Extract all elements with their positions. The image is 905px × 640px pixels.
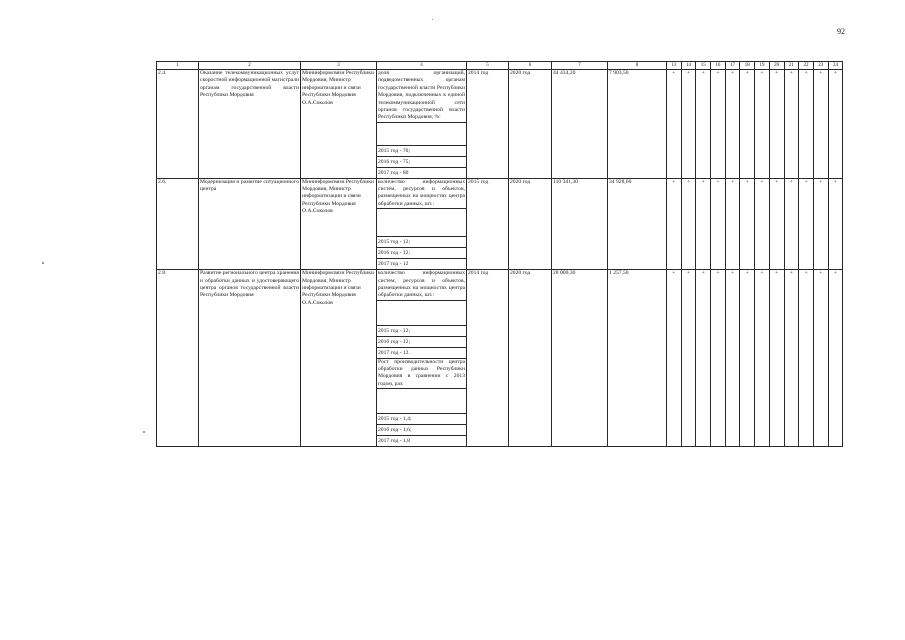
mark-cell: + <box>696 70 711 179</box>
funding-amount: 110 341,30 <box>552 178 608 270</box>
header-cell: 18 <box>740 62 755 70</box>
indicator-spacer <box>377 122 467 145</box>
mark-cell: + <box>667 270 682 447</box>
scan-speck <box>143 431 145 433</box>
target-value: 2016 год - 1,6; <box>377 425 467 436</box>
row-number: 2.8. <box>157 270 199 447</box>
mark-cell: + <box>813 70 828 179</box>
target-value: 2015 год - 12; <box>377 237 467 248</box>
header-cell: 14 <box>681 62 696 70</box>
scan-speck <box>42 262 44 264</box>
header-cell: 23 <box>813 62 828 70</box>
header-cell: 19 <box>755 62 770 70</box>
mark-cell: + <box>784 178 799 270</box>
indicator-spacer <box>377 389 467 414</box>
measure-name: Оказание телекоммуникационных услуг скоростной информационной магистрали органам государственной власти Республики Мордовия <box>199 70 301 179</box>
header-cell: 17 <box>725 62 740 70</box>
indicator-text: доля организаций, подведомственных органам государственной власти Республики Мордовия, подключенных к единой телекоммуникационной сети органов государственной власти Республики Мордовия, %: <box>378 70 465 121</box>
header-cell: 16 <box>711 62 726 70</box>
end-year: 2020 год <box>509 270 552 447</box>
target-value: 2015 год - 1,4; <box>377 414 467 425</box>
header-cell: 8 <box>608 62 667 70</box>
mark-cell: + <box>711 70 726 179</box>
indicator-text-2: Рост производительности центра обработки данных Республики Мордовия в сравнении с 2013 годом, раз: <box>378 358 465 387</box>
indicator-text: количество информационных систем, ресурсов и объектов, размещенных на мощностях центра обработки данных, шт.: <box>378 178 465 207</box>
header-cell: 1 <box>157 62 199 70</box>
start-year: 2014 год <box>467 70 509 179</box>
mark-cell: + <box>740 178 755 270</box>
start-year: 2015 год <box>467 178 509 270</box>
header-cell: 4 <box>377 62 467 70</box>
mark-cell: + <box>681 70 696 179</box>
target-value: 2017 год - 1,8 <box>377 436 467 447</box>
header-cell: 6 <box>509 62 552 70</box>
page-number: 92 <box>837 27 845 36</box>
program-table <box>156 61 843 447</box>
header-cell: 24 <box>828 62 843 70</box>
mark-cell: + <box>725 178 740 270</box>
indicator-text: количество информационных систем, ресурсов и объектов, размещенных на мощностях центра обработки данных, шт.: <box>378 270 465 299</box>
responsible-executor: Мининформсвязи Республики Мордовия, Министр информатизации и связи Республики Мордовия О.А.Соколов <box>301 70 377 179</box>
table-row <box>157 178 843 209</box>
target-value: 2017 год - 12. <box>377 347 467 358</box>
target-value: 2015 год - 12; <box>377 325 467 336</box>
mark-cell: + <box>725 270 740 447</box>
funding-amount-2: 7 903,50 <box>608 70 667 179</box>
mark-cell: + <box>696 178 711 270</box>
header-cell: 3 <box>301 62 377 70</box>
measure-name: Развитие регионального центра хранения и обработки данных и удостоверяющего центра органов государственной власти Республики Мордовия <box>199 270 301 447</box>
start-year: 2014 год <box>467 270 509 447</box>
indicator-spacer <box>377 300 467 325</box>
target-value: 2016 год - 12; <box>377 336 467 347</box>
header-cell: 13 <box>667 62 682 70</box>
target-value: 2016 год - 12; <box>377 248 467 259</box>
header-cell: 2 <box>199 62 301 70</box>
mark-cell: + <box>799 70 814 179</box>
responsible-executor: Мининформсвязи Республики Мордовия, Министр информатизации и связи Республики Мордовия О.А.Соколов <box>301 270 377 447</box>
funding-amount: 44 434,20 <box>552 70 608 179</box>
mark-cell: + <box>755 70 770 179</box>
mark-cell: + <box>681 178 696 270</box>
header-cell: 22 <box>799 62 814 70</box>
mark-cell: + <box>828 70 843 179</box>
header-cell: 5 <box>467 62 509 70</box>
mark-cell: + <box>740 270 755 447</box>
responsible-executor: Мининформсвязи Республики Мордовия, Министр информатизации и связи Республики Мордовия О.А.Соколов <box>301 178 377 270</box>
end-year: 2020 год <box>509 178 552 270</box>
mark-cell: + <box>711 270 726 447</box>
table-row <box>157 70 843 123</box>
mark-cell: + <box>828 178 843 270</box>
mark-cell: + <box>740 70 755 179</box>
mark-cell: + <box>755 178 770 270</box>
mark-cell: + <box>725 70 740 179</box>
row-number: 2.4. <box>157 70 199 179</box>
mark-cell: + <box>784 270 799 447</box>
scan-speck <box>432 19 433 20</box>
target-value: 2017 год - 80 <box>377 167 467 178</box>
mark-cell: + <box>667 70 682 179</box>
funding-amount: 28 000,30 <box>552 270 608 447</box>
mark-cell: + <box>711 178 726 270</box>
mark-cell: + <box>769 178 784 270</box>
end-year: 2020 год <box>509 70 552 179</box>
mark-cell: + <box>813 178 828 270</box>
header-cell: 21 <box>784 62 799 70</box>
header-row <box>157 62 843 70</box>
target-value: 2015 год - 70; <box>377 145 467 156</box>
table-row <box>157 270 843 301</box>
mark-cell: + <box>813 270 828 447</box>
mark-cell: + <box>769 70 784 179</box>
mark-cell: + <box>681 270 696 447</box>
header-cell: 20 <box>769 62 784 70</box>
target-value: 2017 год - 12 <box>377 259 467 270</box>
mark-cell: + <box>667 178 682 270</box>
header-cell: 7 <box>552 62 608 70</box>
row-number: 2.6. <box>157 178 199 270</box>
mark-cell: + <box>828 270 843 447</box>
mark-cell: + <box>769 270 784 447</box>
mark-cell: + <box>799 178 814 270</box>
mark-cell: + <box>799 270 814 447</box>
funding-amount-2: 34 928,60 <box>608 178 667 270</box>
measure-name: Модернизация и развитие ситуационного центра <box>199 178 301 270</box>
mark-cell: + <box>784 70 799 179</box>
mark-cell: + <box>755 270 770 447</box>
indicator-spacer <box>377 209 467 237</box>
funding-amount-2: 1 257,50 <box>608 270 667 447</box>
target-value: 2016 год - 75; <box>377 156 467 167</box>
header-cell: 15 <box>696 62 711 70</box>
mark-cell: + <box>696 270 711 447</box>
